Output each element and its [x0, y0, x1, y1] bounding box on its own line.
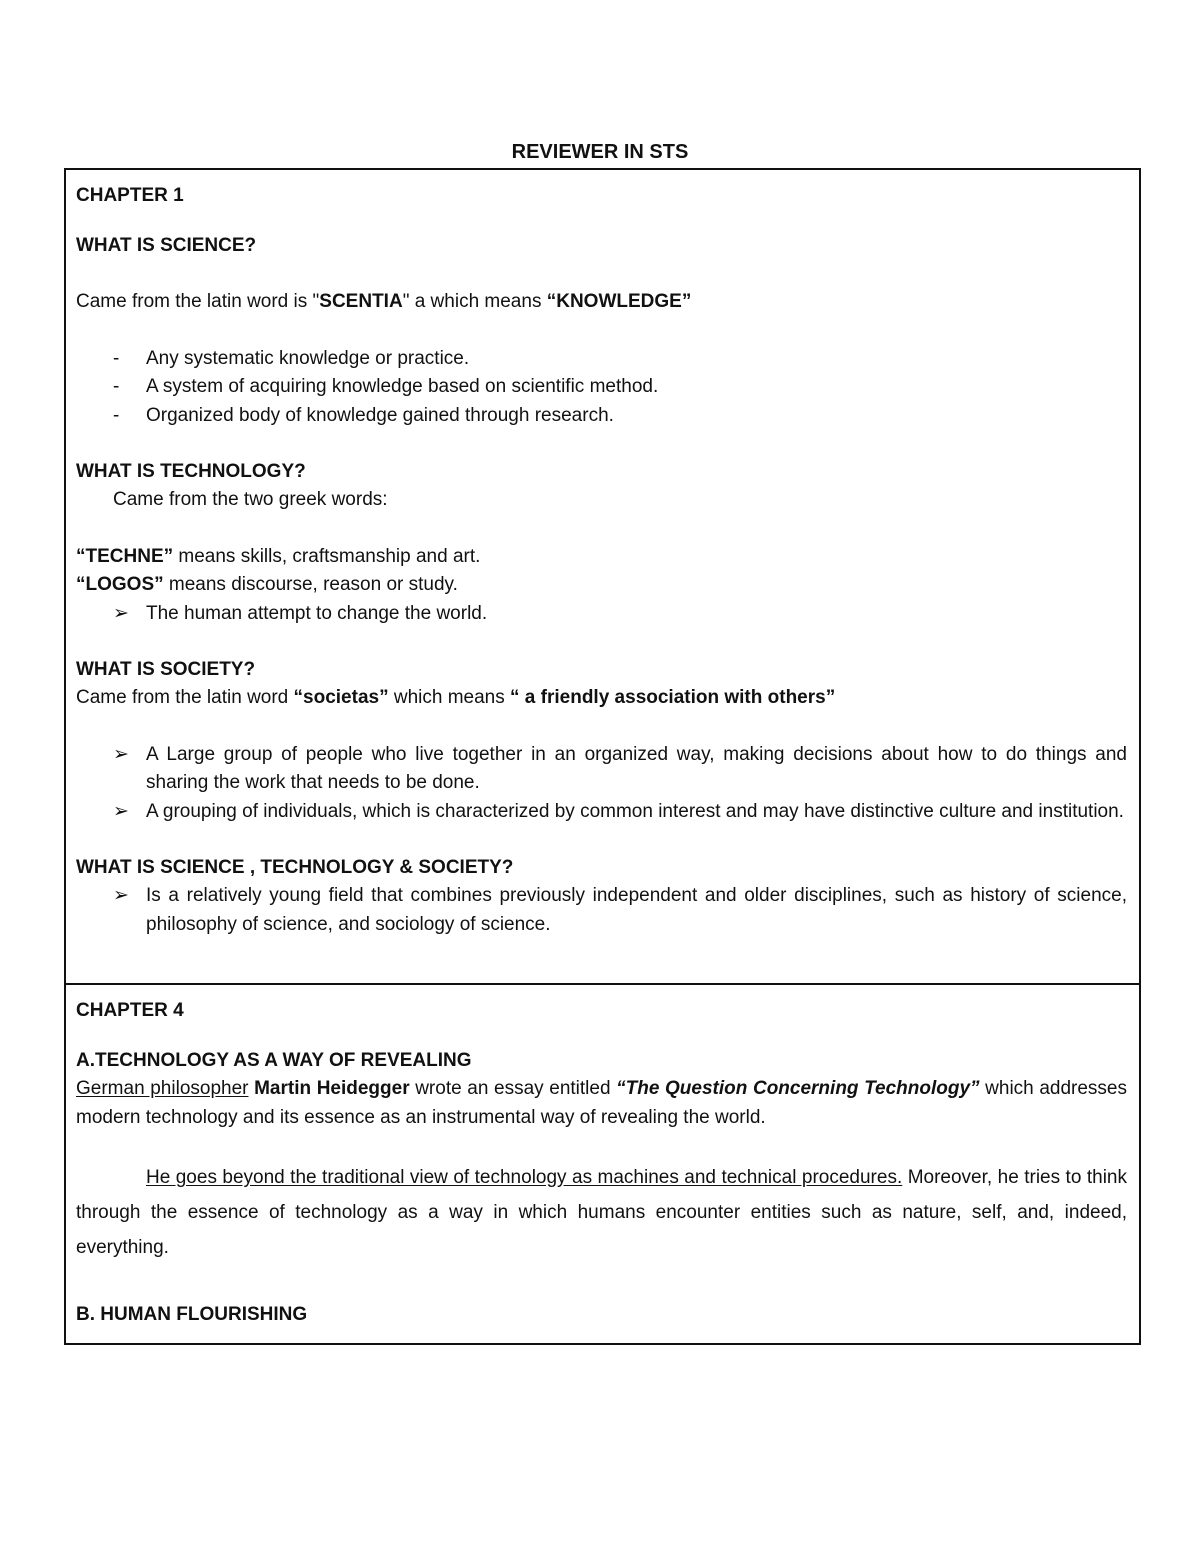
list-item: ➢ Is a relatively young field that combines previously independent and older disciplines, such as history of science, philosophy of science, and sociology of science. [76, 882, 1127, 939]
technology-heading: WHAT IS TECHNOLOGY? [76, 461, 306, 482]
science-list [76, 345, 1127, 431]
list-item: - A system of acquiring knowledge based on scientific method. [76, 373, 1127, 402]
heidegger-paragraph: German philosopher Martin Heidegger wrote an essay entitled “The Question Concerning Technology” which addresses modern technology and its essence as an instrumental way of revealing the world. [76, 1078, 1127, 1128]
chapter-4-heading: CHAPTER 4 [76, 1000, 184, 1021]
science-definition: Came from the latin word is "SCENTIA" a which means “KNOWLEDGE” [76, 291, 692, 312]
chapter-1-box [64, 168, 1141, 985]
society-definition: Came from the latin word “societas” which means “ a friendly association with others” [76, 687, 836, 708]
arrow-bullet-icon: ➢ [113, 602, 129, 624]
society-list [76, 741, 1127, 827]
science-heading: WHAT IS SCIENCE? [76, 235, 257, 256]
arrow-bullet-icon: ➢ [113, 885, 129, 906]
technology-intro: Came from the two greek words: [113, 489, 388, 510]
dash-bullet-icon: - [113, 376, 120, 397]
logos-definition: “LOGOS” means discourse, reason or study. [76, 574, 458, 595]
technology-list [76, 600, 1127, 629]
sts-list [76, 882, 1127, 939]
section-b-heading: B. HUMAN FLOURISHING [76, 1304, 308, 1325]
society-heading: WHAT IS SOCIETY? [76, 659, 256, 680]
list-item: - Organized body of knowledge gained through research. [76, 402, 1127, 431]
sts-heading: WHAT IS SCIENCE , TECHNOLOGY & SOCIETY? [76, 857, 514, 878]
list-item: - Any systematic knowledge or practice. [76, 345, 1127, 374]
dash-bullet-icon: - [113, 347, 120, 369]
list-item: ➢ The human attempt to change the world. [76, 600, 1127, 629]
arrow-bullet-icon: ➢ [113, 800, 129, 822]
dash-bullet-icon: - [113, 404, 120, 426]
list-item: ➢ A grouping of individuals, which is characterized by common interest and may have distinctive culture and institution. [76, 798, 1127, 827]
essence-paragraph: He goes beyond the traditional view of technology as machines and technical procedures. Moreover, he tries to think through the essence of technology as a way in which humans encounter entities such as nature, self, and, indeed, everything. [76, 1167, 1127, 1258]
page-title: REVIEWER IN STS [511, 141, 689, 163]
list-item: ➢ A Large group of people who live together in an organized way, making decisions about how to do things and sharing the work that needs to be done. [76, 741, 1127, 798]
techne-definition: “TECHNE” means skills, craftsmanship and art. [76, 545, 481, 567]
chapter-4-box [64, 983, 1141, 1345]
arrow-bullet-icon: ➢ [113, 743, 129, 765]
chapter-1-heading: CHAPTER 1 [76, 185, 184, 206]
section-a-heading: A.TECHNOLOGY AS A WAY OF REVEALING [76, 1050, 472, 1071]
